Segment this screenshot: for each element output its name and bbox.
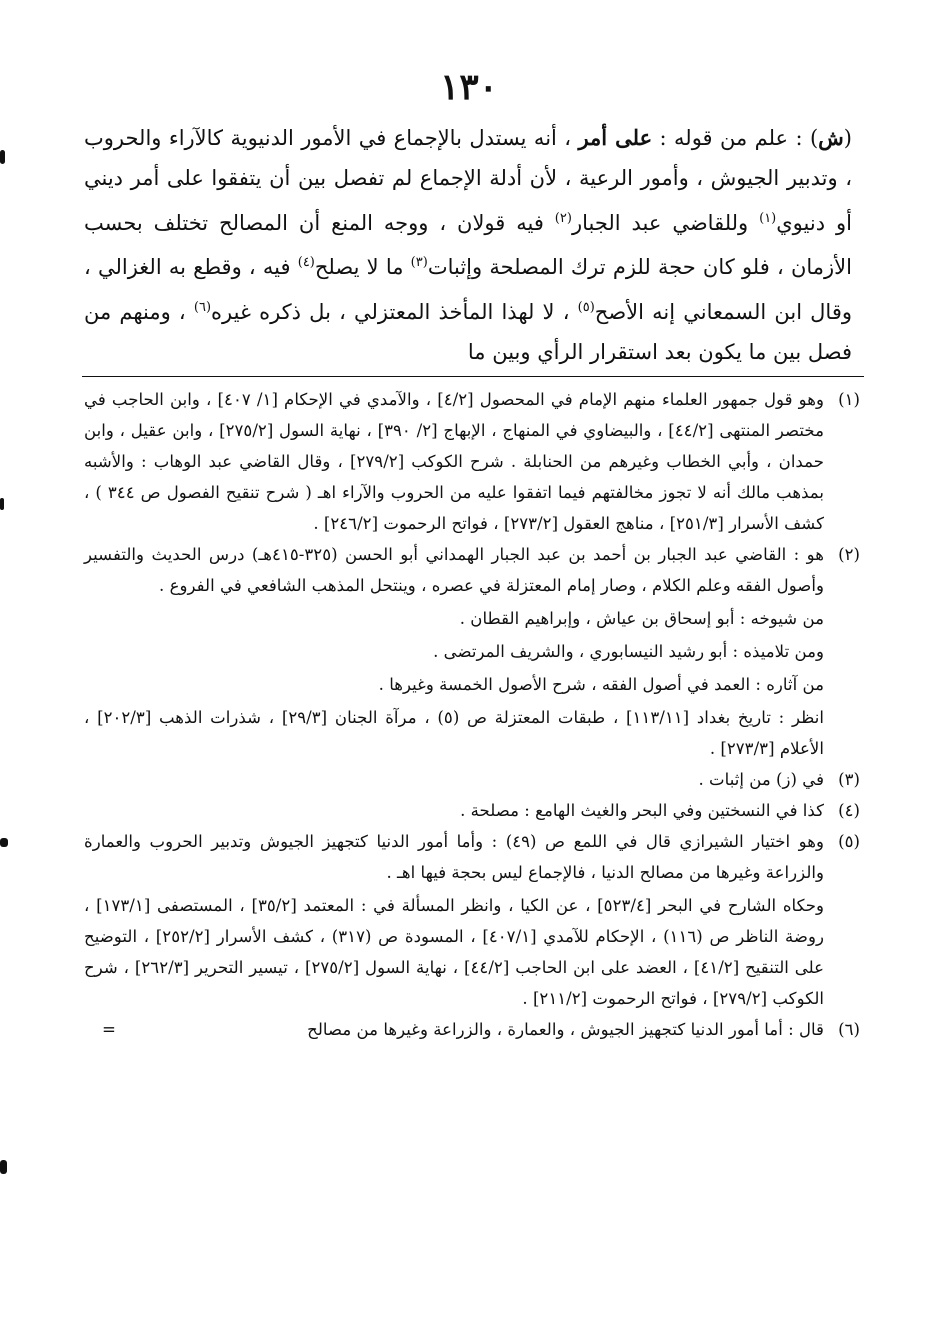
text-run: يصلح (314, 255, 360, 280)
footnote-text: انظر : تاريخ بغداد [١١٣/١١] ، طبقات المعتزلة ص (٥) ، مرآة الجنان [٢٩/٣] ، شذرات الذهب [٢٠٢/٣] ، الأعلام [٢٧٣/٣] . (84, 708, 824, 758)
footnote (84, 764, 860, 795)
text-run: ) : علم من قوله : (652, 126, 819, 150)
footnote-text: من شيوخه : أبو إسحاق بن عياش ، وإبراهيم القطان . (459, 609, 824, 628)
text-run: ما لا (366, 255, 411, 280)
footnote-ref: (٦) (193, 300, 212, 316)
footnote-ref: (١) (759, 210, 777, 226)
text-run: فيه ، وقطع به الغزالي ، وقال ابن السمعاني إنه الأصح (84, 255, 853, 325)
footnote-text: وهو قول جمهور العلماء منهم الإمام في المحصول [٤/٢] ، والآمدي في الإحكام [١/ ٤٠٧] ، وابن الحاجب في مختصر المنتهى [٤٤/٢] ، والبيضاوي في المنهاج ، الإبهاج [٢/ ٣٩٠] ، نهاية السول [٢٧٥/٢] ، وابن عقيل ، وابن حمدان ، وأبي الخطاب وغيرهم من الحنابلة . شرح الكوكب [٢٧٩/٢] ، وقال القاضي عبد الوهاب : والأشبه بمذهب مالك أنه لا تجوز مخالفتهم فيما اتفقوا عليه من الحروب والآراء اهـ ( شرح تنقيح الفصول ص ٣٤٤ ) ، كشف الأسرار [٢٥١/٣] ، مناهج العقول [٢٧٣/٢] ، فواتح الرحموت [٢٤٦/٢] . (84, 390, 824, 533)
text-run: فيه قولان ، ووجه المنع أن (298, 210, 555, 235)
footnote-number: (٦) (838, 1020, 860, 1039)
margin-smudge (0, 150, 5, 164)
footnote-divider (82, 376, 864, 377)
bold-phrase: ش (818, 125, 844, 150)
text-run: ( (843, 126, 852, 150)
footnote-text: هو : القاضي عبد الجبار بن أحمد بن عبد الجبار الهمداني أبو الحسن (٣٢٥-٤١٥هـ) درس الحديث والتفسير وأصول الفقه وعلم الكلام ، وصار إمام المعتزلة في عصره ، وينتحل المذهب الشافعي في الفروع . (84, 545, 824, 595)
text-run: كالآراء والحروب ، وتدبير الجيوش ، وأمور الرعية ، لأن أدلة الإجماع لم تفصل بين أن (84, 126, 852, 190)
text-run: وللقاضي عبد الجبار (571, 210, 760, 235)
footnote-text: وهو اختيار الشيرازي قال في اللمع ص (٤٩) : وأما أمور الدنيا كتجهيز الجيوش وتدبير الحروب والعمارة والزراعة وغيرها من مصالح الدنيا ، فالإجماع ليس بحجة فيها اهـ . (84, 832, 824, 882)
footnote-ref: (٥) (577, 300, 595, 316)
footnote-text: كذا في النسختين وفي البحر والغيث الهامع : مصلحة . (460, 801, 824, 820)
footnote-ref: (٤) (297, 255, 315, 271)
margin-smudge (0, 838, 8, 847)
footnote-number: (١) (838, 390, 860, 409)
footnote (84, 1014, 860, 1045)
page-number: ١٣٠ (439, 66, 498, 108)
footnote (84, 826, 860, 1014)
margin-smudge (0, 1160, 7, 1174)
footnote (84, 539, 860, 764)
footnote-text: في (ز) من إثبات . (698, 770, 824, 789)
footnote (84, 384, 860, 539)
margin-smudge (0, 498, 4, 510)
footnote-number: (٣) (838, 770, 860, 789)
footnote-text: ومن تلاميذه : أبو رشيد النيسابوري ، والشريف المرتضى . (433, 642, 824, 661)
footnote-number: (٢) (838, 545, 860, 564)
footnotes (84, 384, 860, 1045)
footnote-number: (٥) (838, 832, 860, 851)
footnote-ref: (٣) (410, 255, 428, 271)
footnote-text: وحكاه الشارح في البحر [٥٢٣/٤] ، عن الكيا ، وانظر المسألة في : المعتمد [٣٥/٢] ، المستصفى [١٧٣/١] ، روضة الناظر ص (١١٦) ، الإحكام للآمدي [٤٠٧/١] ، المسودة ص (٣١٧) ، كشف الأسرار [٢٥٢/٢] ، التوضيح على التنقيح [٤١/٢] ، العضد على ابن الحاجب [٤٤/٢] ، نهاية السول [٢٧٥/٢] ، تيسير التحرير [٢٦٢/٣] ، شرح الكوكب [٢٧٩/٢] ، فواتح الرحموت [٢١١/٢] . (84, 896, 825, 1008)
footnote (84, 795, 860, 826)
text-run: المصالح تختلف بحسب الأزمان ، فلو كان حجة للزم ترك المصلحة وإثبات (84, 210, 852, 280)
continuation-mark: = (102, 1020, 116, 1039)
text-run: يتفقوا على أمر ديني أو دنيوي (84, 165, 852, 235)
footnote-text: من آثاره : العمد في أصول الفقه ، شرح الأصول الخمسة وغيرها . (378, 675, 824, 694)
footnote-ref: (٢) (554, 210, 572, 226)
text-run: ، ومنهم من فصل بين ما يكون بعد استقرار الرأي وبين ما (84, 300, 852, 364)
footnote-number: (٤) (838, 801, 860, 820)
bold-phrase: على أمر (578, 125, 653, 150)
main-text (84, 118, 852, 373)
text-run: ، لا لهذا المأخذ (438, 300, 578, 325)
text-run: المعتزلي ، بل ذكره غيره (211, 300, 431, 325)
footnote-text: قال : أما أمور الدنيا كتجهيز الجيوش ، والعمارة ، والزراعة وغيرها من مصالح (307, 1020, 824, 1039)
text-run: ، أنه يستدل بالإجماع في الأمور الدنيوية (230, 126, 579, 150)
